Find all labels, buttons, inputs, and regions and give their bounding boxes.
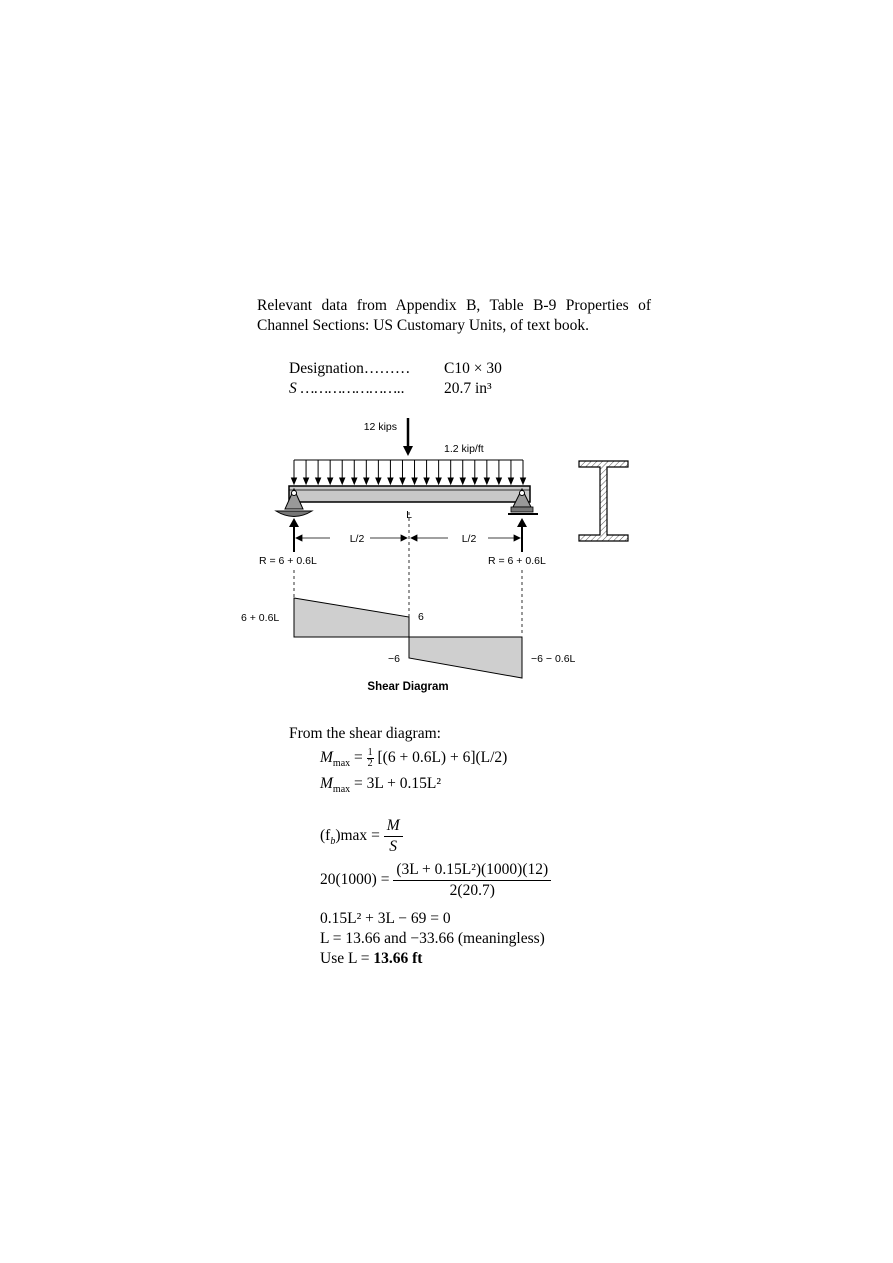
flexure-formula: $(f_b)\max$ = $\frac{M}{S}$: [320, 817, 403, 856]
half-span-left-label: L/2: [349, 533, 365, 545]
distributed-load-arrows: [292, 460, 526, 484]
load-arrow-head: [292, 478, 297, 484]
beam: [289, 486, 530, 502]
load-arrow-head: [472, 478, 477, 484]
half-span-right-label: L/2: [461, 533, 477, 545]
left-reaction-arrow: [289, 518, 299, 552]
shear-right-label: −6 − 0.6L: [531, 653, 576, 665]
quadratic-equation: 0.15L² + 3L − 69 = 0: [320, 910, 451, 927]
point-load-arrow: [403, 418, 413, 456]
reaction-left-label: R = 6 + 0.6L: [259, 555, 317, 567]
load-arrow-head: [328, 478, 333, 484]
span-label: L: [406, 509, 412, 521]
shear-mid-negative-label: −6: [388, 653, 400, 665]
section-modulus-value: 20.7 in³: [444, 380, 492, 397]
shear-left-label: 6 + 0.6L: [241, 612, 280, 624]
load-arrow-head: [364, 478, 369, 484]
stress-equation: 20(1000) = $\frac{\text{(3L + 0.15L²)(1000)(12)}}{2(20.7)}$: [320, 861, 551, 900]
distributed-load-label: 1.2 kip/ft: [444, 443, 484, 455]
roots-line: L = 13.66 and −33.66 (meaningless): [320, 930, 545, 947]
point-load-label: 12 kips: [363, 421, 397, 433]
load-arrow-head: [412, 478, 417, 484]
load-arrow-head: [484, 478, 489, 484]
load-arrow-head: [352, 478, 357, 484]
shear-diagram-title: Shear Diagram: [367, 681, 449, 693]
designation-value: C10 × 30: [444, 360, 502, 377]
load-arrow-head: [448, 478, 453, 484]
load-arrow-head: [316, 478, 321, 484]
load-arrow-head: [340, 478, 345, 484]
moment-equation-2: $M_{max} = 3L + 0.15L^2$: [320, 775, 442, 796]
intro-paragraph: Relevant data from Appendix B, Table B-9 Properties of Channel Sections: US Customary Units, of text book.: [257, 297, 651, 334]
load-arrow-head: [376, 478, 381, 484]
i-beam-section-icon: [579, 461, 628, 541]
dimension-line: [296, 535, 520, 541]
load-arrow-head: [424, 478, 429, 484]
m-over-s-fraction: $\frac{M}{S}$: [384, 817, 403, 856]
right-reaction-arrow: [517, 518, 527, 552]
section-modulus-label: S …………………..: [289, 380, 405, 397]
answer-line: Use L = 13.66 ft: [320, 950, 423, 967]
load-arrow-head: [496, 478, 501, 484]
load-arrow-head: [400, 478, 405, 484]
shear-negative-region: [409, 637, 522, 678]
solution-heading: From the shear diagram:: [289, 725, 441, 742]
one-half-fraction: $\frac{1}{2}$: [367, 747, 373, 769]
load-arrow-head: [436, 478, 441, 484]
stress-fraction: $\frac{\text{(3L + 0.15L²)(1000)(12)}}{2(20.7)}$: [393, 861, 551, 900]
load-arrow-head: [521, 478, 526, 484]
load-arrow-head: [508, 478, 513, 484]
shear-positive-region: [294, 598, 409, 637]
moment-equation-1: $M_{max}$ = $\frac{1}{2}$ [(6 + 0.6L) + 6](L/2): [320, 747, 508, 770]
answer-value: 13.66 ft: [373, 950, 423, 967]
load-arrow-head: [304, 478, 309, 484]
designation-label: Designation………: [289, 360, 411, 377]
shear-mid-positive-label: 6: [418, 611, 424, 623]
reaction-right-label: R = 6 + 0.6L: [488, 555, 546, 567]
load-arrow-head: [460, 478, 465, 484]
load-arrow-head: [388, 478, 393, 484]
